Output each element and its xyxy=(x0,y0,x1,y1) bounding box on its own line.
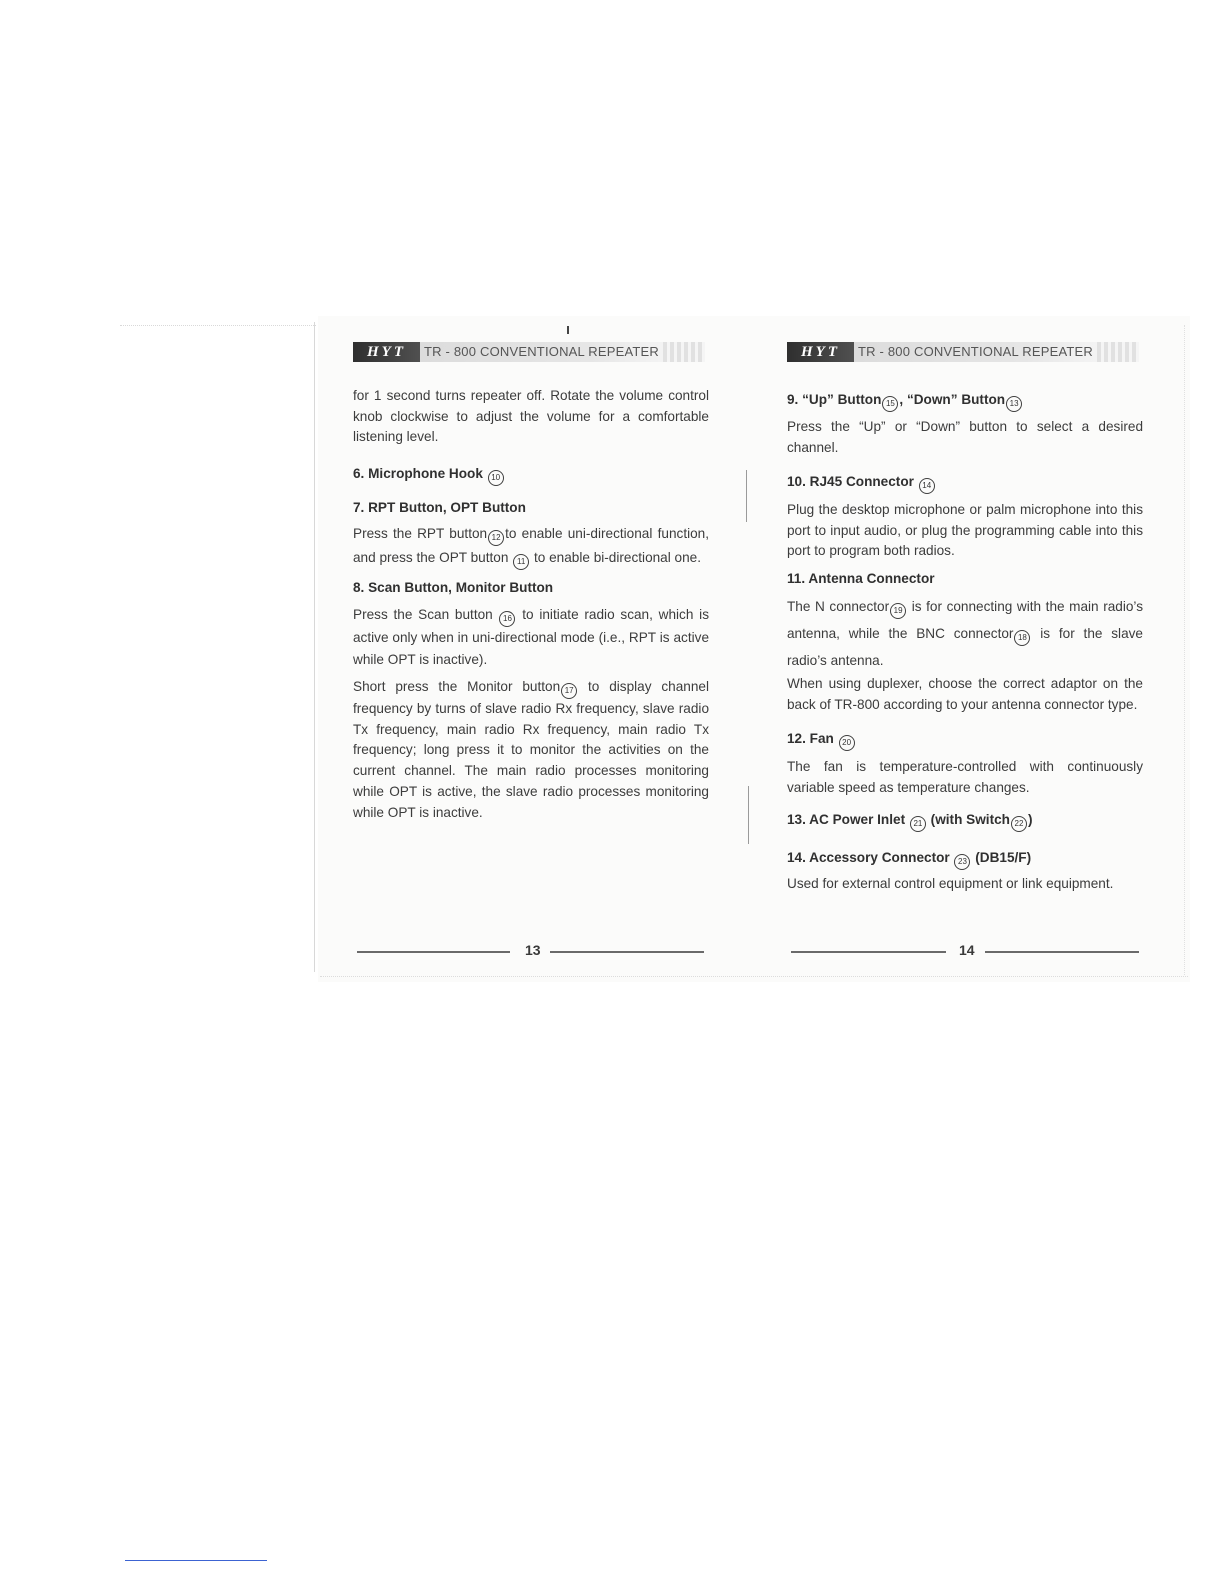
section-heading: 11. Antenna Connector xyxy=(787,570,935,586)
page-header xyxy=(787,330,1141,360)
section-heading xyxy=(787,848,1143,870)
heading-text: 9. “Up” Button xyxy=(787,392,882,407)
section-heading: 7. RPT Button, OPT Button xyxy=(353,499,526,515)
section-paragraph xyxy=(353,604,709,671)
text-run: function, and press the OPT button xyxy=(353,525,710,565)
callout-number: 14 xyxy=(919,478,935,494)
callout-number: 17 xyxy=(561,683,577,699)
callout-number: 18 xyxy=(1014,630,1030,646)
scan-edge xyxy=(320,976,1188,978)
section-heading: 8. Scan Button, Monitor Button xyxy=(353,579,554,595)
callout-number: 15 xyxy=(882,396,898,412)
header-stripes xyxy=(663,342,705,362)
page-footer xyxy=(787,942,1141,962)
link-underline xyxy=(125,1560,267,1561)
heading-text: (with Switch xyxy=(930,812,1010,828)
heading-text: 6. Microphone Hook xyxy=(353,465,483,481)
text-run: to initiate radio scan, which is active only when in uni-directional mode (i.e., RPT is active while OPT is inactive). xyxy=(353,606,709,667)
footer-rule xyxy=(791,951,946,953)
heading-text: , “Down” Button xyxy=(899,392,1006,407)
heading-text: 14. Accessory Connector xyxy=(787,850,950,866)
section-paragraph: Plug the desktop microphone or palm microphone into this port to input audio, or plug the programming cable into this port to program both radios. xyxy=(787,502,1143,559)
section-heading xyxy=(787,472,1143,494)
heading-text: ) xyxy=(1027,812,1033,828)
callout-number: 19 xyxy=(890,603,906,619)
text-run: is for connecting with the main radio’s antenna, while the BNC connector xyxy=(787,598,1144,641)
heading-text: 13. AC Power Inlet xyxy=(787,812,906,828)
scan-edge xyxy=(120,325,316,327)
callout-number: 11 xyxy=(513,554,529,570)
header-title: TR - 800 CONVENTIONAL REPEATER xyxy=(424,344,659,359)
header-bar xyxy=(854,342,1139,362)
heading-text: (DB15/F) xyxy=(975,850,1032,866)
section-paragraph: The fan is temperature-controlled with continuously variable speed as temperature changes. xyxy=(787,759,1143,795)
callout-number: 22 xyxy=(1011,816,1027,832)
scan-edge xyxy=(314,322,315,972)
text-run: to display channel frequency by turns of slave radio Rx frequency, slave radio Tx frequency, main radio Rx frequency, main radio Tx frequency; long press it to monitor the activities on the current channel. The main radio processes monitoring while OPT is active, the slave radio processes monitoring while OPT is inactive. xyxy=(353,678,710,820)
callout-number: 20 xyxy=(839,735,855,751)
section-heading xyxy=(787,810,1143,832)
callout-number: 23 xyxy=(954,854,970,870)
callout-number: 16 xyxy=(499,611,515,627)
page-content xyxy=(787,390,1143,895)
page-header xyxy=(353,330,707,360)
section-paragraph: Used for external control equipment or link equipment. xyxy=(787,876,1114,892)
text-run: to enable uni-directional xyxy=(505,525,653,541)
header-stripes xyxy=(1097,342,1139,362)
header-bar xyxy=(420,342,705,362)
section-heading xyxy=(353,464,709,486)
section-paragraph xyxy=(353,677,709,824)
text-run: Press the RPT button xyxy=(353,525,488,541)
brand-logo: HYT xyxy=(353,342,420,362)
text-run: is for the slave radio’s antenna. xyxy=(787,625,1143,668)
footer-rule xyxy=(550,951,704,953)
right-page xyxy=(787,330,1144,958)
binding-mark xyxy=(748,786,749,844)
left-page xyxy=(353,330,710,958)
section-heading xyxy=(787,729,1143,751)
section-heading xyxy=(787,390,1143,412)
section-paragraph: When using duplexer, choose the correct adaptor on the back of TR-800 according to your antenna connector type. xyxy=(787,675,1143,712)
text-run: Press the Scan button xyxy=(353,606,493,622)
header-title: TR - 800 CONVENTIONAL REPEATER xyxy=(858,344,1093,359)
scan-edge xyxy=(1184,325,1186,975)
text-run: to enable bi-directional one. xyxy=(533,549,701,565)
section-paragraph: Press the “Up” or “Down” button to select a desired channel. xyxy=(787,419,1143,455)
brand-logo: HYT xyxy=(787,342,854,362)
binding-mark xyxy=(746,470,747,522)
page-number: 13 xyxy=(525,942,541,958)
callout-number: 12 xyxy=(488,530,504,546)
callout-number: 10 xyxy=(488,470,504,486)
section-paragraph xyxy=(787,593,1143,674)
text-run: Short press the Monitor button xyxy=(353,678,561,694)
text-run: The N connector xyxy=(787,598,890,614)
page-footer xyxy=(353,942,707,962)
heading-text: 12. Fan xyxy=(787,731,834,747)
callout-number: 13 xyxy=(1006,396,1022,412)
page-number: 14 xyxy=(959,942,975,958)
footer-rule xyxy=(985,951,1139,953)
callout-number: 21 xyxy=(910,816,926,832)
section-paragraph xyxy=(353,522,709,570)
footer-rule xyxy=(357,951,510,953)
page-content xyxy=(353,386,709,824)
heading-text: 10. RJ45 Connector xyxy=(787,474,914,490)
intro-paragraph: for 1 second turns repeater off. Rotate the volume control knob clockwise to adjust the volume for a comfortable listening level. xyxy=(353,388,709,445)
